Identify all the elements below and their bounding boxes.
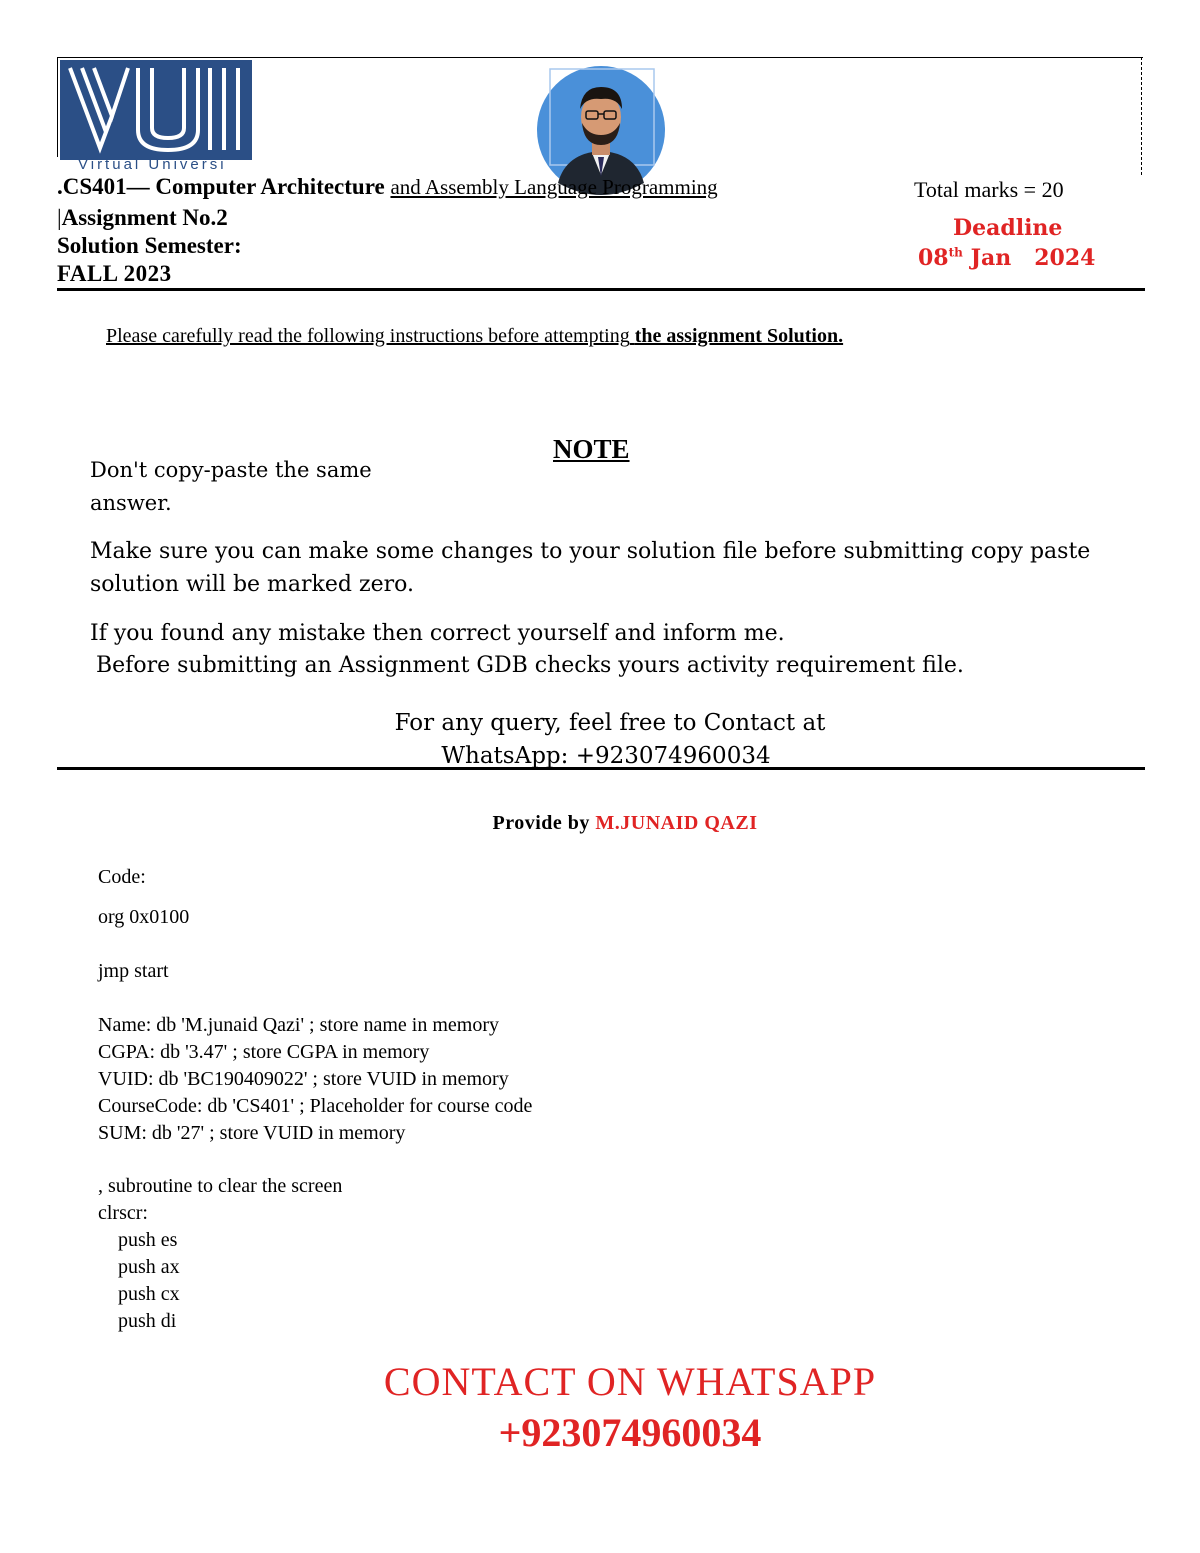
assignment-number: [57, 205, 228, 231]
query-line-1: For any query, feel free to Contact at: [394, 710, 826, 736]
code-line: CGPA: db '3.47' ; store CGPA in memory: [98, 1041, 430, 1063]
assignment-label: Assignment No.2: [61, 205, 228, 230]
assignment-bar: |: [57, 205, 62, 230]
code-line: push ax: [98, 1256, 180, 1278]
instructions-lead: Please carefully read the following instructions before attempting: [106, 325, 630, 347]
deadline-date: [918, 245, 1095, 271]
deadline-suffix: th: [948, 245, 963, 260]
code-line: SUM: db '27' ; store VUID in memory: [98, 1122, 406, 1144]
code-line: Name: db 'M.junaid Qazi' ; store name in memory: [98, 1014, 499, 1036]
header-divider: [57, 288, 1145, 291]
note-line-2: Make sure you can make some changes to your solution file before submitting copy paste: [90, 539, 1091, 564]
query-line-2: WhatsApp: +923074960034: [441, 743, 771, 769]
instructions-line: [106, 325, 843, 348]
code-line: jmp start: [98, 960, 169, 982]
code-line: CourseCode: db 'CS401' ; Placeholder for course code: [98, 1095, 533, 1117]
deadline-day: 08: [918, 245, 949, 271]
deadline-rest: Jan 2024: [962, 245, 1096, 271]
course-title: [57, 174, 718, 200]
code-line: push cx: [98, 1283, 180, 1305]
note-line-4: Before submitting an Assignment GDB checks yours activity requirement file.: [96, 653, 964, 678]
provided-by-name: M.JUNAID QAZI: [595, 812, 758, 834]
semester: FALL 2023: [57, 261, 172, 286]
note-line-1a: Don't copy-paste the same: [90, 458, 372, 482]
course-code: .CS401— Computer Architecture: [57, 174, 385, 199]
contact-whatsapp-label: CONTACT ON WHATSAPP: [383, 1359, 877, 1404]
code-line: push es: [98, 1229, 178, 1251]
header-frame-top: [57, 57, 1143, 58]
header-frame-left: [57, 57, 58, 157]
instructions-lead-bold: the assignment Solution.: [634, 325, 844, 347]
provided-by: [0, 812, 1200, 835]
contact-whatsapp-number: +923074960034: [498, 1410, 762, 1455]
header-frame-right: [1141, 57, 1142, 175]
code-line: VUID: db 'BC190409022' ; store VUID in memory: [98, 1068, 509, 1090]
course-title-rest: and Assembly Language Programming: [390, 175, 718, 199]
deadline-label: Deadline: [953, 215, 1063, 241]
note-line-1b: answer.: [90, 491, 172, 515]
note-line-2b: solution will be marked zero.: [90, 572, 414, 597]
code-line: push di: [98, 1310, 177, 1332]
code-label: Code:: [98, 866, 146, 888]
code-line: org 0x0100: [98, 906, 190, 928]
code-line: clrscr:: [98, 1202, 148, 1224]
code-line: , subroutine to clear the screen: [98, 1175, 343, 1197]
total-marks: Total marks = 20: [914, 177, 1064, 202]
note-line-3: If you found any mistake then correct yourself and inform me.: [90, 621, 785, 646]
provided-by-label: Provide by: [492, 812, 590, 834]
logo-subtext: Virtual Universi: [78, 156, 227, 173]
note-heading: NOTE: [553, 434, 630, 464]
note-divider: [57, 767, 1145, 770]
solution-semester: Solution Semester:: [57, 233, 242, 258]
